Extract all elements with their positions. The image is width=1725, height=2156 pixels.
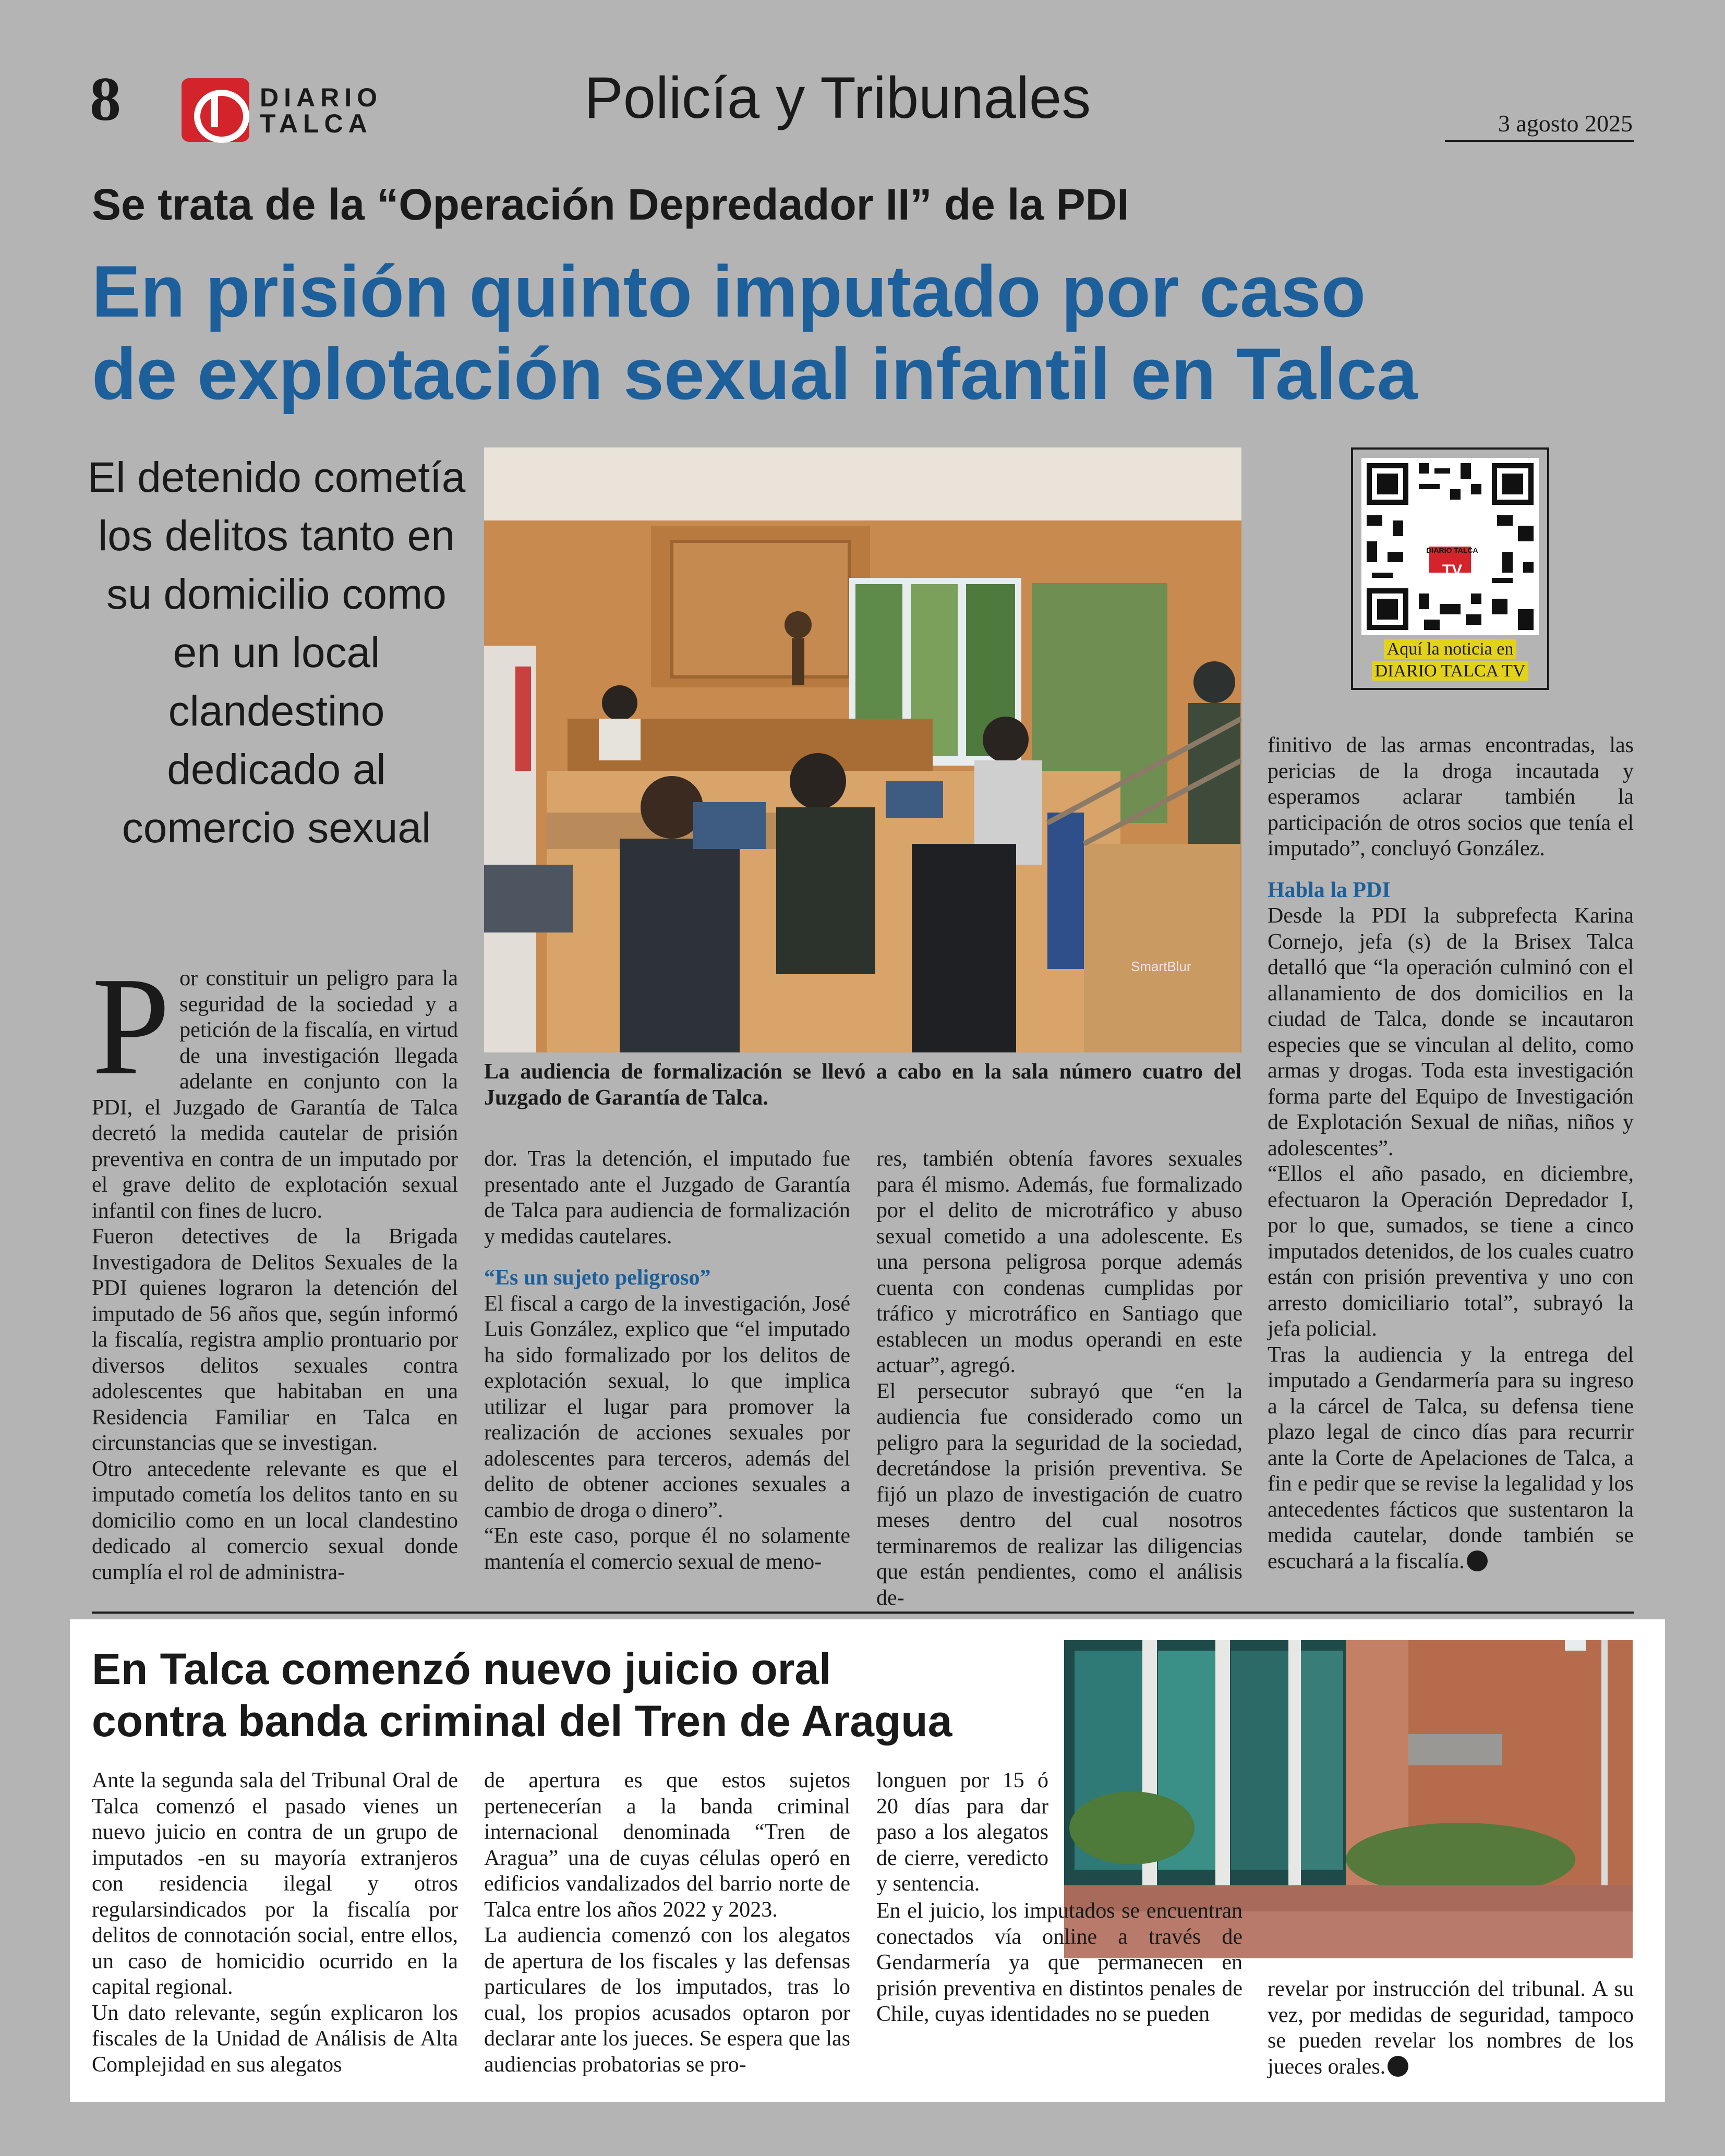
secondary-headline-line-2: contra banda criminal del Tren de Aragua — [92, 1697, 952, 1746]
secondary-column-1 — [92, 1768, 458, 2078]
article-column-2 — [484, 1146, 850, 1575]
qr-label — [1356, 638, 1544, 682]
article-paragraph: Otro antecedente relevante es que el imputado cometía los delitos tanto en su domicilio como en un local clandestino dedicado al comercio sexual donde cumplía el rol de administra- — [92, 1457, 458, 1584]
headline-line-2: de explotación sexual infantil en Talca — [92, 333, 1418, 415]
qr-label-line-2: DIARIO TALCA TV — [1372, 661, 1529, 681]
article-paragraph: de apertura es que estos sujetos pertenecerían a la banda criminal internacional denominada “Tren de Aragua” una de cuyas células operó en edificios vandalizados del barrio norte de Talca entre los años 2022 y 2023. — [484, 1769, 850, 1922]
qr-brand: DIARIO TALCA — [1426, 546, 1478, 554]
article-subtitle: “Es un sujeto peligroso” — [484, 1266, 711, 1290]
article-paragraph: Un dato relevante, según explicaron los fiscales de la Unidad de Análisis de Alta Complejidad en sus alegatos — [92, 2001, 458, 2077]
article-paragraph — [1268, 1342, 1634, 1575]
issue-date: 3 agosto 2025 — [1498, 110, 1633, 137]
article-divider — [92, 1612, 1634, 1614]
article-paragraph: dor. Tras la detención, el imputado fue presentado ante el Juzgado de Garantía de Talca para audiencia de formalización y medidas cautelares. — [484, 1147, 850, 1249]
article-column-1 — [92, 948, 458, 1585]
drop-cap: P — [92, 948, 171, 1104]
article-subhead: El detenido cometía los delitos tanto en su domicilio como en un local clandestino dedicado al comercio sexual — [87, 454, 466, 852]
article-column-3 — [876, 1146, 1243, 1611]
article-paragraph: En el juicio, los imputados se encuentran conectados vía online a través de Gendarmería ya que permanecen en prisión preventiva en distintos penales de Chile, cuyas identidades no se pueden — [876, 1899, 1243, 2026]
article-paragraph: “Ellos el año pasado, en diciembre, efectuaron la Operación Depredador I, por lo que, sumados, se tiene a cinco imputados detenidos, de los cuales cuatro están con prisión preventiva y uno con arresto domiciliario total”, subrayó la jefa policial. — [1268, 1162, 1634, 1341]
article-paragraph: Fueron detectives de la Brigada Investigadora de Delitos Sexuales de la PDI quienes lograron la detención del imputado de 56 años que, según informó la fiscalía, registra amplio prontuario por diversos delitos sexuales contra adolescentes que habitaban en una Residencia Familiar en Talca en circunstancias que se investigan. — [92, 1225, 458, 1455]
page-number: 8 — [90, 64, 121, 134]
article-headline — [92, 250, 1657, 415]
section-title: Policía y Tribunales — [584, 65, 1091, 130]
photo-caption: La audiencia de formalización se llevó a cabo en la sala número cuatro del Juzgado de Garantía de Talca. — [484, 1060, 1241, 1110]
article-paragraph: “En este caso, porque él no solamente mantenía el comercio sexual de meno- — [484, 1524, 850, 1574]
article-paragraph: El persecutor subrayó que “en la audiencia fue considerado como un peligro para la seguridad de la sociedad, decretándose la prisión preventiva. Se fijó un plazo de investigación de cuatro meses dentro del cual nosotros terminaremos de realizar las diligencias que están pendientes, como el análisis de- — [876, 1379, 1243, 1610]
date-rule — [1445, 140, 1634, 142]
brand-line-1: DIARIO — [260, 83, 382, 112]
secondary-column-3-top — [876, 1768, 1048, 1897]
brand-name — [260, 84, 382, 137]
brand-line-2: TALCA — [260, 109, 372, 138]
photo-watermark: SmartBlur — [1131, 959, 1191, 974]
article-paragraph: El fiscal a cargo de la investigación, José Luis González, explico que “el imputado ha sido formalizado por los delitos de explotación sexual, lo que implica utilizar el lugar para promover la realización de acciones sexuales por adolescentes para terceros, además del delito de obtener acciones sexuales a cambio de droga o dinero”. — [484, 1291, 850, 1522]
article-subtitle: Habla la PDI — [1268, 878, 1391, 902]
article-paragraph: Desde la PDI la subprefecta Karina Cornejo, jefa (s) de la Brisex Talca detalló que “la operación culminó con el allanamiento de dos domicilios en la ciudad de Talca, donde se incautaron especies que se vinculan al delito, como armas y drogas. Toda esta investigación forma parte del Equipo de Investigación de Explotación Sexual de niñas, niños y adolescentes”. — [1268, 904, 1634, 1160]
end-mark-icon — [1467, 1551, 1488, 1571]
secondary-column-2 — [484, 1768, 850, 2078]
article-paragraph: Ante la segunda sala del Tribunal Oral de Talca comenzó el pasado vienes un nuevo juicio en contra de un grupo de imputados -en su mayoría extranjeros con residencia ilegal y otros regularsindicados por la fiscalía por delitos de connotación social, entre ellos, un caso de homicidio ocurrido en la capital regional. — [92, 1769, 458, 1999]
courtroom-photo — [484, 447, 1241, 1052]
secondary-column-4 — [1268, 1977, 1634, 2080]
diario-talca-logo-icon — [182, 78, 249, 142]
article-paragraph: longuen por 15 ó 20 días para dar paso a los alegatos de cierre, veredicto y sentencia. — [876, 1769, 1048, 1896]
article-paragraph — [1268, 1977, 1634, 2080]
qr-tv-icon: TV — [1442, 562, 1463, 579]
article-paragraph: finitivo de las armas encontradas, las pericias de la droga incautada y esperamos aclarar también la participación de otros socios que tenía el imputado”, concluyó González. — [1268, 733, 1634, 861]
article-column-4 — [1268, 733, 1634, 1574]
secondary-headline-line-1: En Talca comenzó nuevo juicio oral — [92, 1644, 831, 1693]
article-kicker: Se trata de la “Operación Depredador II” de la PDI — [92, 180, 1129, 229]
end-mark-icon — [1388, 2056, 1408, 2077]
article-paragraph: or constituir un peligro para la seguridad de la sociedad y a petición de la fiscalía, en virtud de una investigación llegada adelante en conjunto con la PDI, el Juzgado de Garantía de Talca decretó la medida cautelar de prisión preventiva en contra de un imputado por el grave delito de explotación sexual infantil con fines de lucro. — [92, 966, 458, 1223]
article-paragraph-text: Tras la audiencia y la entrega del imputado a Gendarmería para su ingreso a la cárcel de Talca, su defensa tiene plazo legal de cinco días para recurrir ante la Corte de Apelaciones de Talca, a fin e pedir que se revise la legalidad y los antecedentes fácticos que sustentaron la medida cautelar, donde también se escuchará a la fiscalía. — [1268, 1342, 1634, 1573]
headline-line-1: En prisión quinto imputado por caso — [92, 250, 1366, 332]
article-paragraph-text: revelar por instrucción del tribunal. A su vez, por medidas de seguridad, tampoco se pueden revelar los nombres de los jueces orales. — [1268, 1977, 1634, 2079]
article-paragraph: La audiencia comenzó con los alegatos de apertura de los fiscales y las defensas particulares de los imputados, tras lo cual, los propios acusados optaron por declarar ante los jueces. Se espera que las audiencias probatorias se pro- — [484, 1923, 850, 2077]
secondary-column-3 — [876, 1898, 1243, 2028]
article-paragraph: res, también obtenía favores sexuales para él mismo. Además, fue formalizado por el delito de microtráfico y abuso sexual cometido a una adolescente. Es una persona peligrosa porque además cuenta con condenas cumplidas por tráfico y microtráfico en Santiago que establecen un modus operandi en este actuar”, agregó. — [876, 1147, 1243, 1377]
qr-label-line-1: Aquí la noticia en — [1384, 639, 1517, 659]
secondary-headline — [92, 1643, 1083, 1747]
courtroom-illustration — [484, 447, 1241, 1052]
